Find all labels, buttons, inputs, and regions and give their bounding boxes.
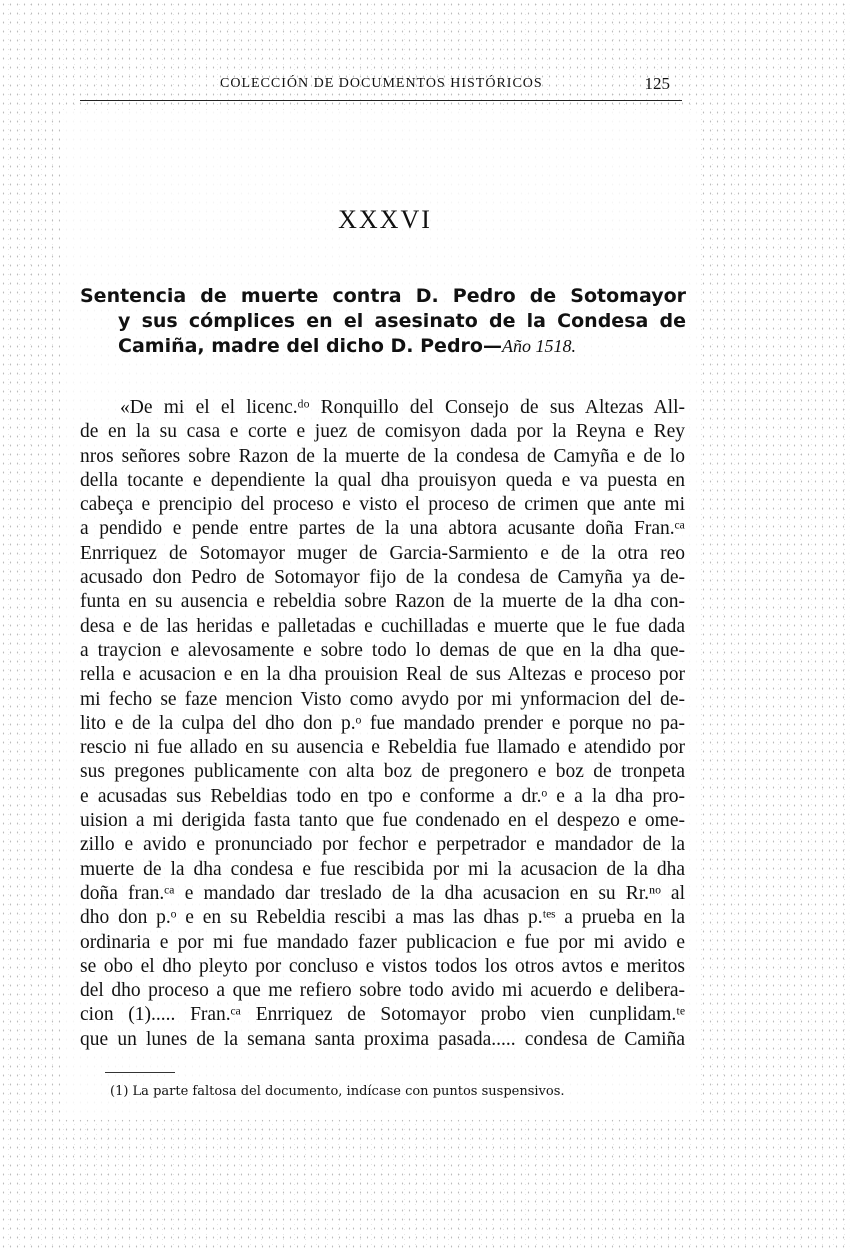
body-line: e acusadas sus Rebeldias todo en tpo e conforme a dr.ᵒ e a la dha pro- <box>80 785 685 807</box>
body-line: cabeça e prencipio del proceso e visto el proceso de crimen que ante mi <box>80 494 685 516</box>
body-line: nros señores sobre Razon de la muerte de la condesa de Camyña e de lo <box>80 445 685 467</box>
body-line: acusado don Pedro de Sotomayor fijo de la condesa de Camyña ya de- <box>80 567 685 589</box>
body-line: de en la su casa e corte e juez de comisyon dada por la Reyna e Rey <box>80 421 685 443</box>
body-line: uision a mi derigida fasta tanto que fue condenado en el despezo e ome- <box>80 810 685 832</box>
title-year: Año 1518. <box>501 336 576 356</box>
body-line: sus pregones publicamente con alta boz de pregonero e boz de tronpeta <box>80 761 685 783</box>
header-rule <box>80 100 682 101</box>
document-title <box>80 284 686 359</box>
body-line: que un lunes de la semana santa proxima pasada..... condesa de Camiña <box>80 1028 685 1050</box>
page-number: 125 <box>644 74 670 93</box>
body-line: zillo e avido e pronunciado por fechor e perpetrador e mandador de la <box>80 834 685 856</box>
body-line: desa e de las heridas e palletadas e cuchilladas e muerte que le fue dada <box>80 615 685 637</box>
document-body <box>80 396 685 1052</box>
body-line: mi fecho se faze mencion Visto como avydo por mi ynformacion del de- <box>80 688 685 710</box>
body-line: rella e acusacion e en la dha prouision Real de sus Altezas e proceso por <box>80 664 685 686</box>
body-line: funta en su ausencia e rebeldia sobre Razon de la muerte de la dha con- <box>80 591 685 613</box>
body-line: del dho proceso a que me refiero sobre todo avido mi acuerdo e delibera- <box>80 980 685 1002</box>
body-line: della tocante e dependiente la qual dha prouisyon queda e va puesta en <box>80 469 685 491</box>
running-head <box>80 74 680 98</box>
body-line: se obo el dho pleyto por concluso e vistos todos los otros avtos e meritos <box>80 955 685 977</box>
title-line: Sentencia de muerte contra D. Pedro de Sotomayor <box>80 285 686 307</box>
body-line: Enrriquez de Sotomayor muger de Garcia-Sarmiento e de la otra reo <box>80 542 685 564</box>
title-line-text: Camiña, madre del dicho D. Pedro— <box>118 335 502 357</box>
body-line: muerte de la dha condesa e fue rescibida por mi la acusacion de la dha <box>80 858 685 880</box>
body-line: doña fran.ᶜᵃ e mandado dar treslado de la dha acusacion en su Rr.ⁿᵒ al <box>80 882 685 904</box>
footnote-rule <box>105 1072 175 1073</box>
footnote: (1) La parte faltosa del documento, indícase con puntos suspensivos. <box>110 1084 565 1099</box>
title-line: y sus cómplices en el asesinato de la Condesa de <box>118 310 686 332</box>
body-line: a pendido e pende entre partes de la una abtora acusante doña Fran.ᶜᵃ <box>80 518 685 540</box>
body-line: «De mi el el licenc.ᵈᵒ Ronquillo del Consejo de sus Altezas All- <box>120 397 685 418</box>
body-line: a traycion e alevosamente e sobre todo lo demas de que en la dha que- <box>80 639 685 661</box>
body-line: ordinaria e por mi fue mandado fazer publicacion e fue por mi avido e <box>80 931 685 953</box>
body-line: lito e de la culpa del dho don p.ᵒ fue mandado prender e porque no pa- <box>80 712 685 734</box>
body-line: rescio ni fue allado en su ausencia e Rebeldia fue llamado e atendido por <box>80 737 685 759</box>
chapter-number: XXXVI <box>338 205 432 234</box>
body-line: cion (1)..... Fran.ᶜᵃ Enrriquez de Sotomayor probo vien cunplidam.ᵗᵉ <box>80 1004 685 1026</box>
body-line: dho don p.ᵒ e en su Rebeldia rescibi a mas las dhas p.ᵗᵉˢ a prueba en la <box>80 907 685 929</box>
title-line <box>118 334 686 359</box>
running-title: COLECCIÓN DE DOCUMENTOS HISTÓRICOS <box>220 76 543 91</box>
